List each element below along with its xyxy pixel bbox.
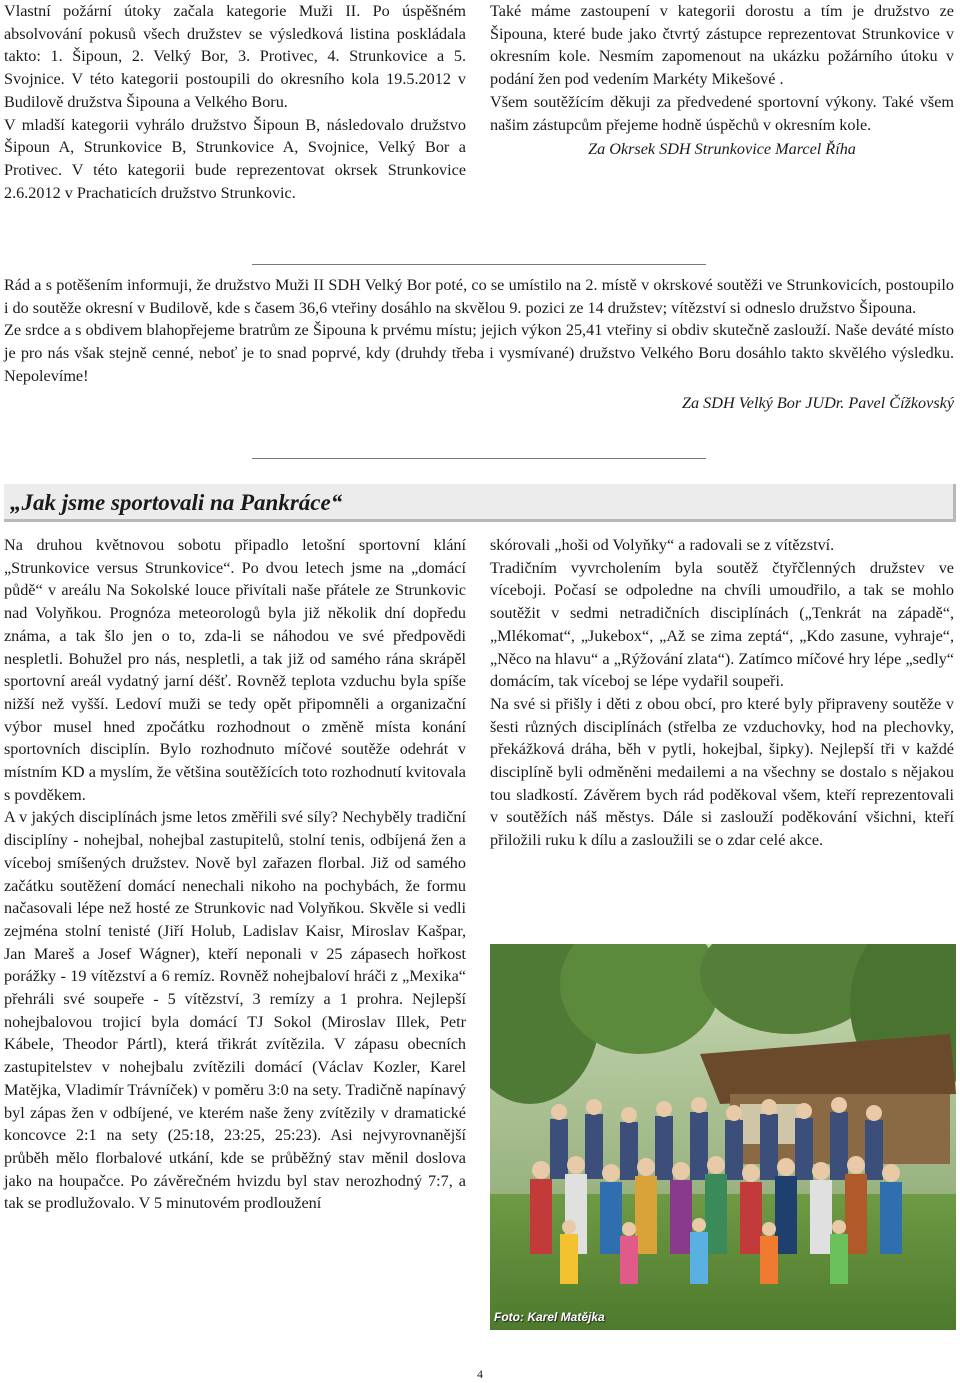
top-left-column: [4, 0, 466, 204]
paragraph: Na druhou květnovou sobotu připadlo letošní sportovní klání „Strunkovice versus Strunkovice“. Po dvou letech jsme na „domácí půdě“ v areálu Na Sokolské louce přivítali naše přátele ze Strunkovic nad Volyňkou. Prognóza meteorologů byla již několik dní dopředu známa, a tak šlo jen o to, zda-li se náhodou ve své předpovědi nespletli. Bohužel pro nás, nespletli, a tak již od samého rána skrápěl sportovní areál vydatný jarní déšť. Rovněž teplota vzduchu byla spíše nižší než vyšší. Ledoví muži se tedy opět připomněli a organizační výbor musel hned zpočátku rozhodnout o změně místa konání sportovních disciplín. Bylo rozhodnuto míčové soutěže odehrát v místním KD a myslím, že většina soutěžících toto rozhodnutí kvitovala s povděkem.: [4, 536, 466, 804]
signature: Za Okrsek SDH Strunkovice Marcel Říha: [588, 140, 856, 159]
velky-bor-report: [4, 274, 954, 414]
article-heading-box: [4, 484, 956, 522]
signature: Za SDH Velký Bor JUDr. Pavel Čížkovský: [682, 393, 954, 412]
paragraph: Ze srdce a s obdivem blahopřejeme bratrům ze Šipouna k prvému místu; jejich výkon 25,41 vteřiny si obdiv skutečně zaslouží. Naše deváté místo je pro nás však stejně cenné, neboť je to snad poprvé, kdy (druhdy třeba i vysmívané) družstvo Velkého Boru dosáhlo takto skvělého výsledku. Nepolevíme!: [4, 321, 954, 385]
paragraph: Rád a s potěšením informuji, že družstvo Muži II SDH Velký Bor poté, co se umístilo na 2. místě v okrskové soutěži ve Strunkovicích, postoupilo i do soutěže okresní v Budilově, kde s časem 36,6 vteřiny dosáhlo na skvělou 9. pozici ze 14 družstev; vítězství si odneslo družstvo Šipouna.: [4, 276, 954, 317]
paragraph: Na své si přišly i děti z obou obcí, pro které byly připraveny soutěže v šesti různých disciplínách (střelba ze vzduchovky, hod na plechovky, překážková dráha, běh v pytli, hokejbal, šipky). Nejlepší tři v každé disciplíně byli odměněni medailemi a na všechny se dostalo s nějakou tou sladkostí. Závěrem bych rád poděkoval všem, kteří reprezentovali v soutěžích náš městys. Dále si zaslouží poděkování všichni, kteří přiložili ruku k dílu a zasloužili se o zdar celé akce.: [490, 694, 954, 850]
article-heading: „Jak jsme sportovali na Pankráce“: [10, 490, 343, 515]
paragraph: Také máme zastoupení v kategorii dorostu a tím je družstvo ze Šipouna, které bude jako čtvrtý zástupce reprezentovat Strunkovice v okresním kole. Nesmím zapomenout na ukázku požárního útoku v podání žen pod vedením Markéty Mikešové .: [490, 2, 954, 89]
group-photo-illustration: [490, 944, 956, 1330]
page-number: 4: [477, 1367, 483, 1381]
divider: [252, 264, 706, 265]
paragraph: Vlastní požární útoky začala kategorie Muži II. Po úspěšném absolvování pokusů všech družstev se výsledková listina poskládala takto: 1. Šipoun, 2. Velký Bor, 3. Protivec, 4. Strunkovice a 5. Svojnice. V této kategorii postoupili do okresního kola 19.5.2012 v Budilově družstva Šipouna a Velkého Boru.: [4, 2, 466, 111]
paragraph: A v jakých disciplínách jsme letos změřili své síly? Nechyběly tradiční disciplíny - nohejbal, nohejbal zastupitelů, stolní tenis, odbíjená žen a víceboj smíšených družstev. Nově byl zařazen florbal. Již od samého začátku soutěžení domácí nenechali nikoho na pochybách, že formu načasovali lépe než hosté ze Strunkovic nad Volyňkou. Skvěle si vedli zejména stolní tenisté (Jiří Holub, Ladislav Kaisr, Miroslav Kašpar, Jan Mareš a Josef Wágner), kteří neponali v 25 zápasech hořkost porážky - 19 vítězství a 6 remíz. Rovněž nohejbaloví hráči z „Mexika“ přehráli své soupeře - 5 vítězství, 3 remízy a 1 prohra. Nejlepší nohejbalovou trojicí byla domácí TJ Sokol (Miroslav Illek, Petr Kábele, Theodor Pártl), která třikrát zvítězila. V zápasu obecních zastupitelstev v nohejbalu zvítězili domácí (Václav Kozler, Karel Matějka, Vladimír Trávníček) v poměru 3:0 na sety. Tradičně napínavý byl zápas žen v odbíjené, ve kterém naše ženy zvítězily v dramatické koncovce 2:1 na sety (25:18, 23:25, 25:23). Asi nejvyrovnanější průběh mělo florbalové utkání, kde se průběžný stav měnil doslova jako na houpačce. Po závěrečném hvizdu byl stav nerozhodný 7:7, a tak se prodlužovalo. V 5 minutovém prodloužení: [4, 808, 466, 1213]
paragraph: skórovali „hoši od Volyňky“ a radovali se z vítězství.: [490, 536, 835, 554]
paragraph: Všem soutěžícím děkuji za předvedené sportovní výkony. Také všem našim zástupcům přejeme hodně úspěchů v okresním kole.: [490, 92, 954, 134]
top-right-column: [490, 0, 954, 161]
article-right-column: [490, 534, 954, 852]
paragraph: V mladší kategorii vyhrálo družstvo Šipoun B, následovalo družstvo Šipoun A, Strunkovice B, Strunkovice A, Svojnice, Velký Bor a Protivec. V této kategorii bude reprezentovat okrsek Strunkovice 2.6.2012 v Prachaticích družstvo Strunkovic.: [4, 115, 466, 202]
photo-credit: Foto: Karel Matějka: [494, 1310, 605, 1324]
group-photo: [490, 944, 956, 1330]
paragraph: Tradičním vyvrcholením byla soutěž čtyřčlenných družstev ve víceboji. Počasí se odpoledne na chvíli umoudřilo, a tak se mohlo soutěžit v sedmi netradičních disciplínách („Tenkrát na západě“, „Mlékomat“, „Jukebox“, „Až se zima zeptá“, „Kdo zasune, vyhraje“, „Něco na hlavu“ a „Rýžování zlata“). Zatímco míčové hry lépe „sedly“ domácím, tak víceboj se lépe vydařil soupeři.: [490, 558, 954, 691]
divider: [252, 458, 706, 459]
article-left-column: [4, 534, 466, 1215]
